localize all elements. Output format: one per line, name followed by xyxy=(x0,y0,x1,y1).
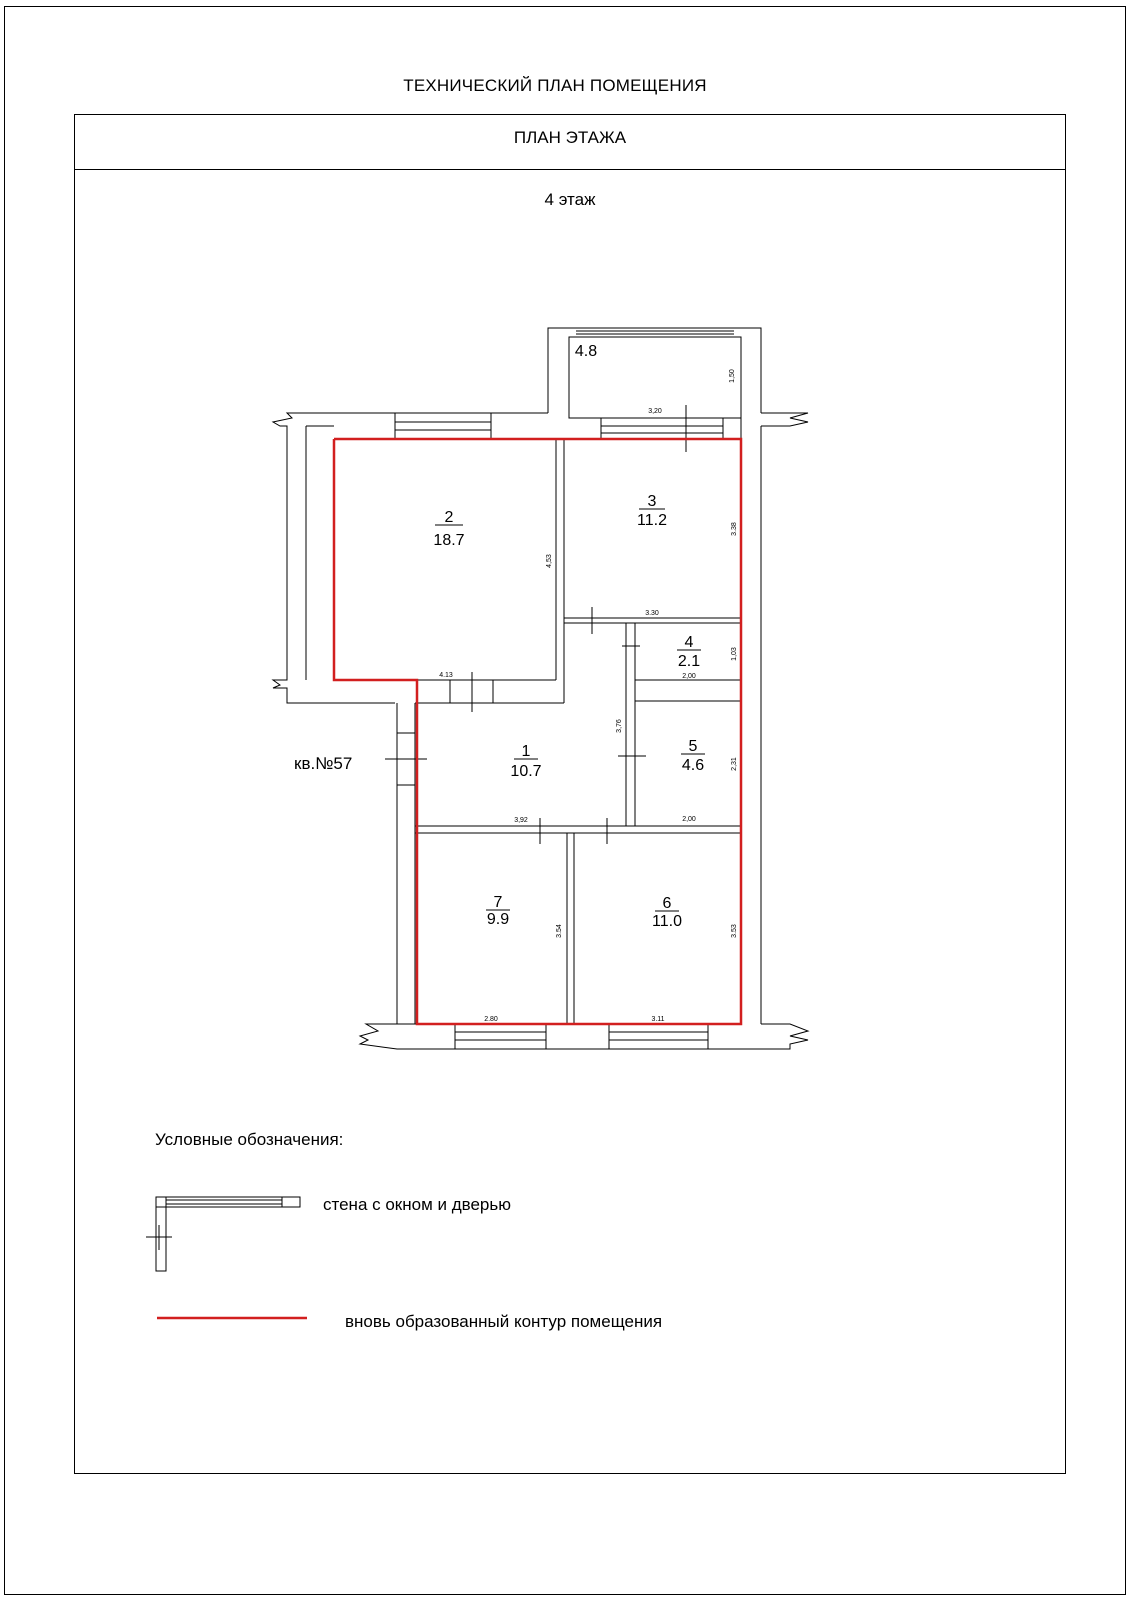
svg-text:5: 5 xyxy=(688,738,698,755)
room7-depth: 3.54 xyxy=(556,924,563,938)
apartment-label: кв.№57 xyxy=(294,754,353,773)
window-room3 xyxy=(601,405,723,452)
svg-text:3: 3 xyxy=(647,493,657,510)
balcony-area: 4.8 xyxy=(574,343,598,360)
room6-depth: 3.53 xyxy=(731,924,738,938)
new-contour xyxy=(334,439,741,1024)
room5-depth: 2,31 xyxy=(731,757,738,771)
legend-wall-text: стена с окном и дверью xyxy=(323,1195,511,1214)
svg-text:2.1: 2.1 xyxy=(677,653,701,670)
room-6-label xyxy=(652,895,682,930)
wall-bottom xyxy=(360,1024,808,1049)
building-walls xyxy=(273,328,808,1049)
balcony-depth: 1,50 xyxy=(729,369,736,383)
legend-contour-text: вновь образованный контур помещения xyxy=(345,1312,663,1331)
legend-wall-symbol xyxy=(146,1197,300,1271)
svg-text:11.2: 11.2 xyxy=(637,512,667,529)
room4-depth: 1,03 xyxy=(731,647,738,661)
room3-depth: 3.38 xyxy=(731,522,738,536)
room-1-label xyxy=(510,743,541,780)
room-4-label xyxy=(677,634,701,670)
room-3-label xyxy=(637,493,667,529)
room4-width: 2,00 xyxy=(682,673,696,680)
window-room2 xyxy=(395,413,491,439)
windows xyxy=(395,405,723,1049)
window-room6 xyxy=(609,1024,708,1049)
room3-width: 3.30 xyxy=(645,610,659,617)
svg-text:7: 7 xyxy=(493,894,503,911)
room1-depth: 3,76 xyxy=(616,719,623,733)
room-2-label xyxy=(433,509,464,549)
balcony-width: 3,20 xyxy=(648,408,662,415)
svg-text:11.0: 11.0 xyxy=(652,913,682,930)
room-5-label xyxy=(681,738,705,774)
svg-text:4: 4 xyxy=(684,634,694,651)
room-labels xyxy=(433,343,705,930)
window-room7 xyxy=(455,1024,546,1049)
legend-title: Условные обозначения: xyxy=(155,1130,344,1149)
room7-width: 2.80 xyxy=(484,1016,498,1023)
svg-text:6: 6 xyxy=(662,895,672,912)
room5-width: 2,00 xyxy=(682,816,696,823)
floor-label: 4 этаж xyxy=(544,190,596,209)
room-7-label xyxy=(486,894,510,928)
document-title: ТЕХНИЧЕСКИЙ ПЛАН ПОМЕЩЕНИЯ xyxy=(403,76,707,95)
room6-width: 3.11 xyxy=(651,1016,665,1023)
room2-depth: 4,53 xyxy=(546,554,553,568)
section-title: ПЛАН ЭТАЖА xyxy=(513,128,627,147)
dimension-labels xyxy=(439,369,738,1023)
svg-text:4.6: 4.6 xyxy=(681,757,705,774)
svg-text:2: 2 xyxy=(444,509,454,526)
wall-top-right xyxy=(761,413,808,426)
svg-text:10.7: 10.7 xyxy=(510,763,542,780)
svg-text:9.9: 9.9 xyxy=(486,911,510,928)
svg-text:1: 1 xyxy=(521,743,531,760)
room1-width: 3,92 xyxy=(514,817,528,824)
svg-text:18.7: 18.7 xyxy=(433,532,465,549)
room2-width: 4.13 xyxy=(439,672,453,679)
partitions xyxy=(415,439,741,1024)
